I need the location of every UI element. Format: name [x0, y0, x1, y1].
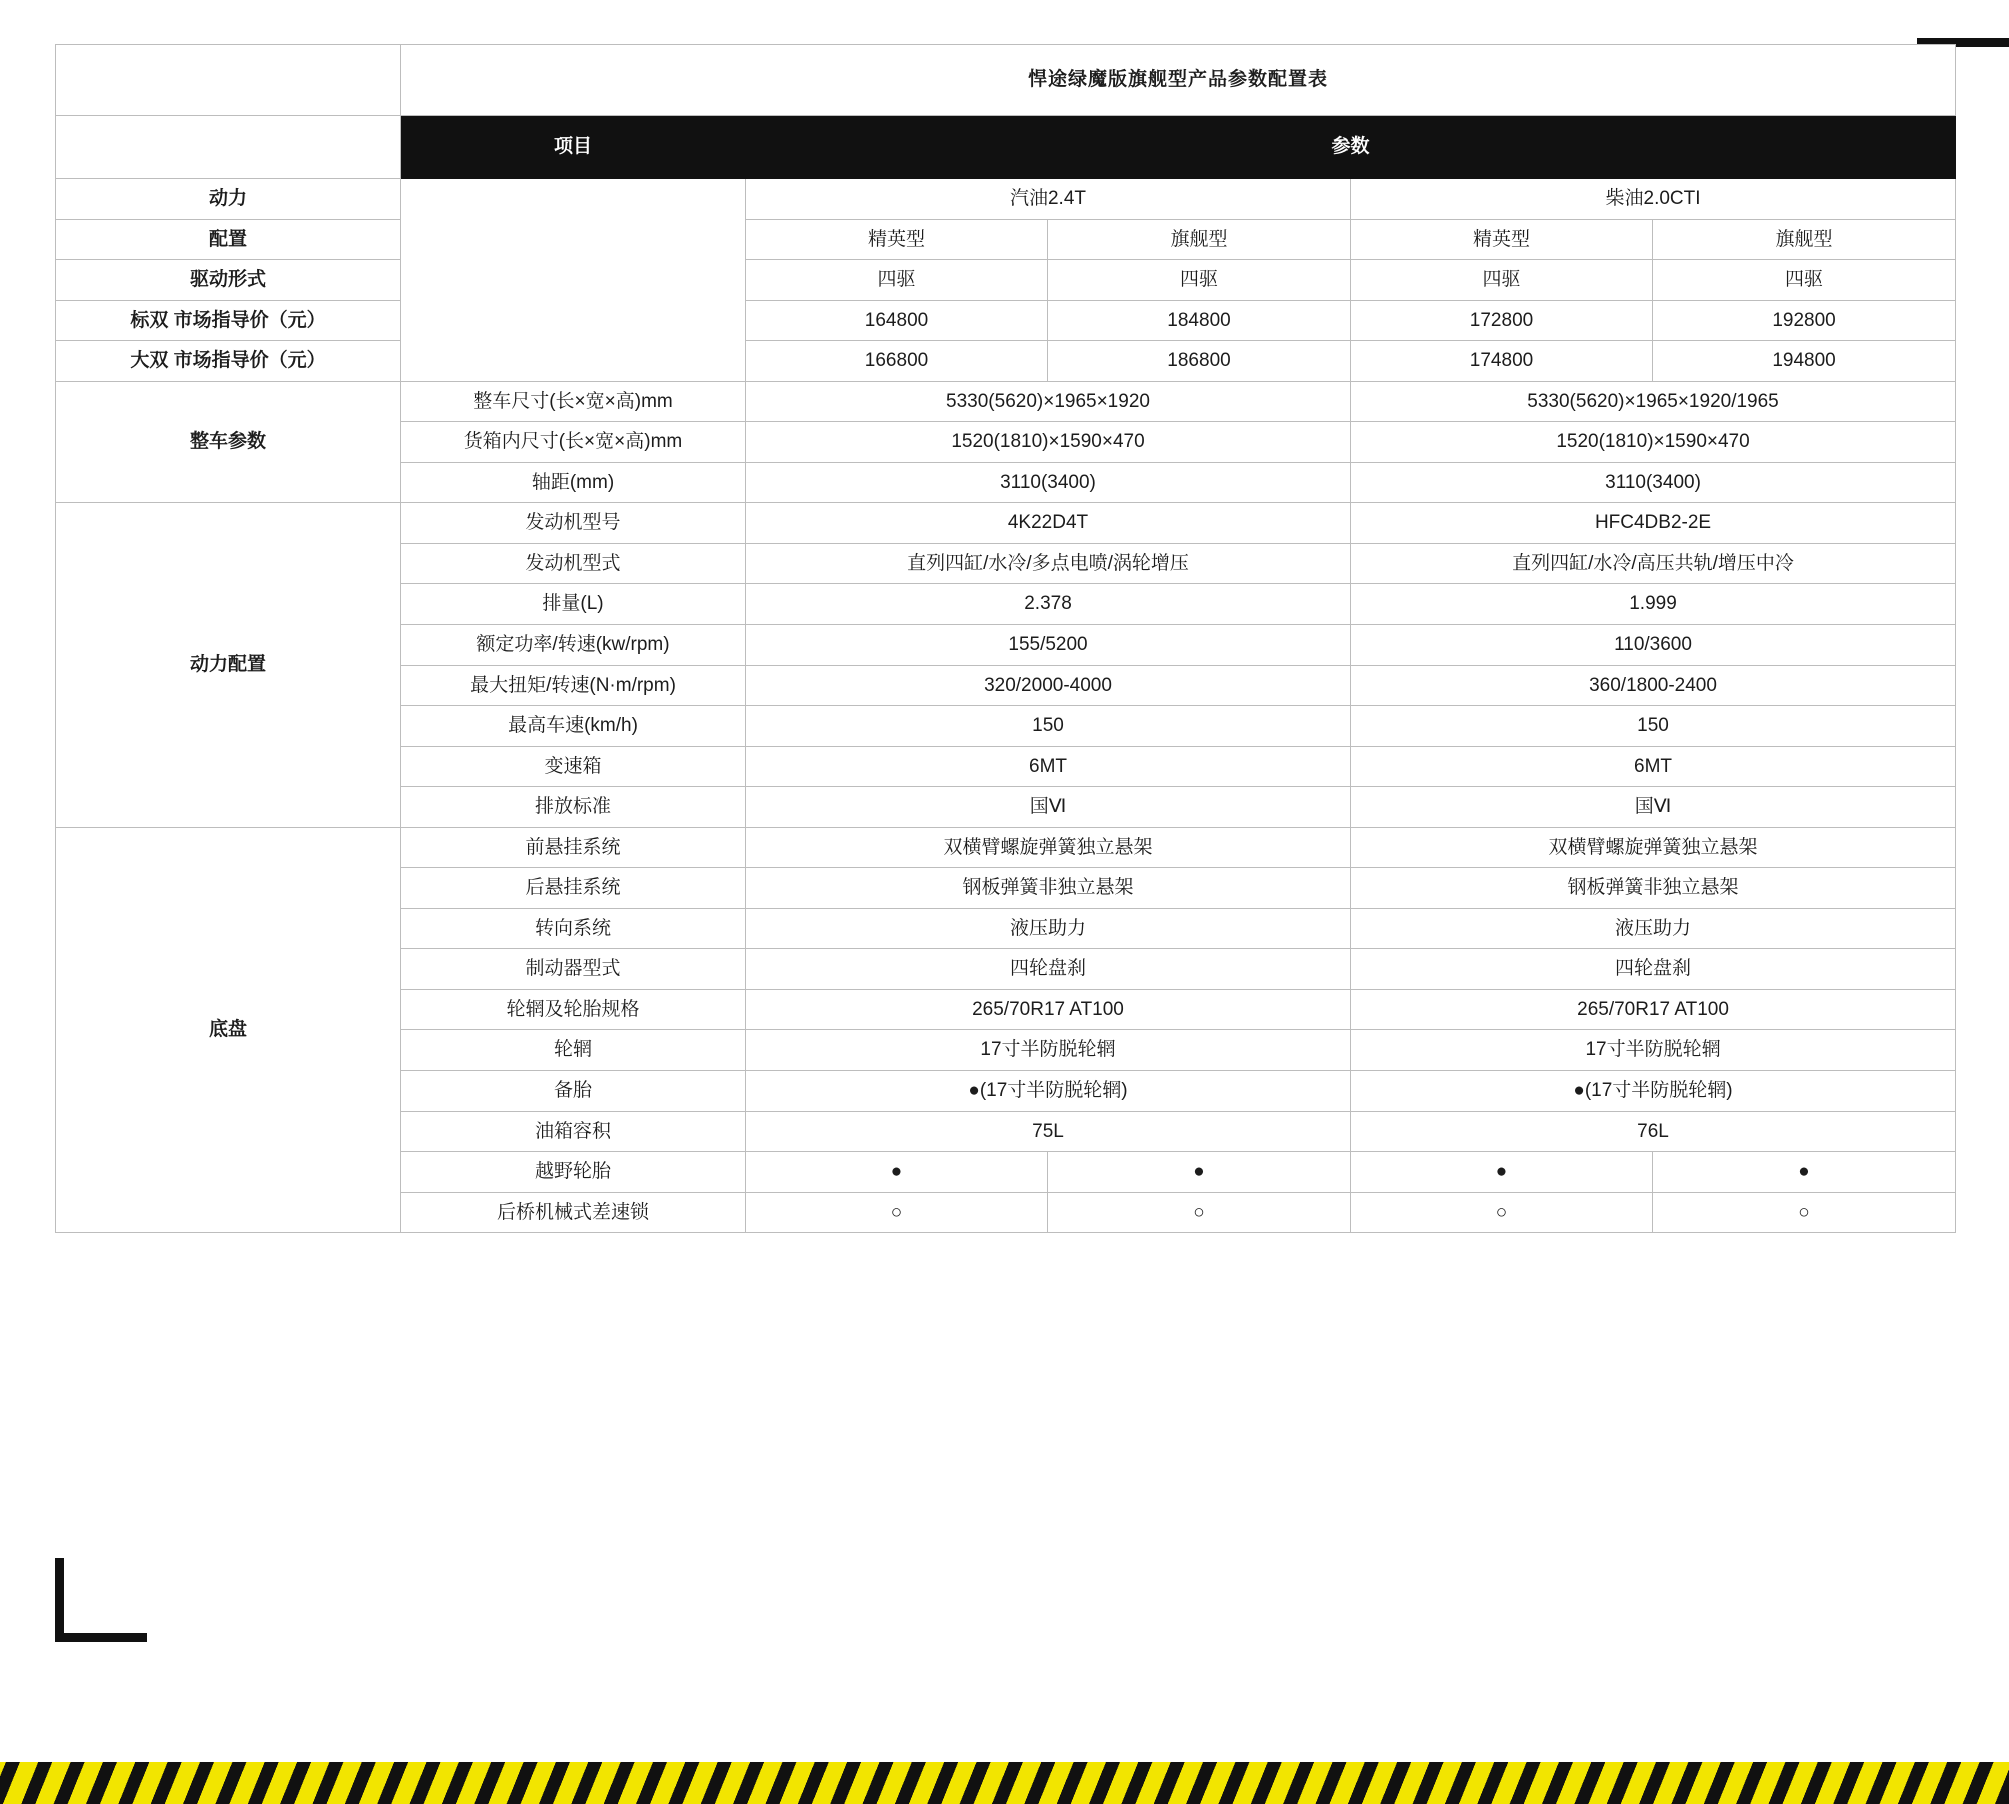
value-fuel-tank-diesel: 76L	[1351, 1111, 1956, 1152]
page-title: 悍途绿魔版旗舰型产品参数配置表	[401, 45, 1956, 116]
value-overall-dimensions-gasoline: 5330(5620)×1965×1920	[746, 381, 1351, 422]
value-wheelbase-gasoline: 3110(3400)	[746, 462, 1351, 503]
table-header-row	[56, 116, 1956, 179]
value-drivetrain-1: 四驱	[746, 260, 1048, 301]
value-rim-gasoline: 17寸半防脱轮辋	[746, 1030, 1351, 1071]
table-row	[56, 341, 1956, 382]
value-rear-suspension-diesel: 钢板弹簧非独立悬架	[1351, 868, 1956, 909]
value-overall-dimensions-diesel: 5330(5620)×1965×1920/1965	[1351, 381, 1956, 422]
header-row-blank	[56, 116, 401, 179]
value-spare-tire-diesel: ●(17寸半防脱轮辋)	[1351, 1071, 1956, 1112]
table-row	[56, 503, 1956, 544]
value-spare-tire-gasoline: ●(17寸半防脱轮辋)	[746, 1071, 1351, 1112]
value-trim-3: 精英型	[1351, 219, 1653, 260]
value-displacement-gasoline: 2.378	[746, 584, 1351, 625]
hazard-stripe-footer	[0, 1762, 2009, 1804]
table-row	[56, 179, 1956, 220]
value-rated-power-gasoline: 155/5200	[746, 625, 1351, 666]
spec-table-container	[55, 44, 1955, 1233]
value-trim-2: 旗舰型	[1048, 219, 1351, 260]
header-param-column: 参数	[746, 116, 1956, 179]
corner-bracket-bottom-left-vertical	[55, 1558, 64, 1642]
value-emission-gasoline: 国Ⅵ	[746, 787, 1351, 828]
value-max-speed-gasoline: 150	[746, 706, 1351, 747]
item-offroad-tire: 越野轮胎	[401, 1152, 746, 1193]
value-drivetrain-2: 四驱	[1048, 260, 1351, 301]
value-transmission-diesel: 6MT	[1351, 746, 1956, 787]
row-label-price-big: 大双 市场指导价（元）	[56, 341, 401, 382]
value-front-suspension-diesel: 双横臂螺旋弹簧独立悬架	[1351, 827, 1956, 868]
value-power-gasoline: 汽油2.4T	[746, 179, 1351, 220]
value-offroad-tire-3: ●	[1351, 1152, 1653, 1193]
value-engine-type-diesel: 直列四缸/水冷/高压共轨/增压中冷	[1351, 543, 1956, 584]
value-rear-diff-lock-3: ○	[1351, 1192, 1653, 1233]
value-drivetrain-4: 四驱	[1653, 260, 1956, 301]
item-rear-diff-lock: 后桥机械式差速锁	[401, 1192, 746, 1233]
table-row	[56, 827, 1956, 868]
value-offroad-tire-4: ●	[1653, 1152, 1956, 1193]
row-label-drivetrain: 驱动形式	[56, 260, 401, 301]
table-row	[56, 260, 1956, 301]
item-steering: 转向系统	[401, 908, 746, 949]
value-steering-gasoline: 液压助力	[746, 908, 1351, 949]
title-row-blank	[56, 45, 401, 116]
value-rear-suspension-gasoline: 钢板弹簧非独立悬架	[746, 868, 1351, 909]
value-max-torque-gasoline: 320/2000-4000	[746, 665, 1351, 706]
top-left-merged-blank	[401, 179, 746, 382]
value-engine-model-diesel: HFC4DB2-2E	[1351, 503, 1956, 544]
item-engine-type: 发动机型式	[401, 543, 746, 584]
value-price-big-1: 166800	[746, 341, 1048, 382]
item-cargo-box-dimensions: 货箱内尺寸(长×宽×高)mm	[401, 422, 746, 463]
value-price-standard-2: 184800	[1048, 300, 1351, 341]
value-price-standard-4: 192800	[1653, 300, 1956, 341]
value-wheel-tire-spec-gasoline: 265/70R17 AT100	[746, 989, 1351, 1030]
value-rim-diesel: 17寸半防脱轮辋	[1351, 1030, 1956, 1071]
value-rear-diff-lock-2: ○	[1048, 1192, 1351, 1233]
value-wheelbase-diesel: 3110(3400)	[1351, 462, 1956, 503]
value-price-big-4: 194800	[1653, 341, 1956, 382]
value-brake-type-gasoline: 四轮盘刹	[746, 949, 1351, 990]
corner-bracket-bottom-left-horizontal	[55, 1633, 147, 1642]
item-transmission: 变速箱	[401, 746, 746, 787]
value-rear-diff-lock-4: ○	[1653, 1192, 1956, 1233]
value-engine-model-gasoline: 4K22D4T	[746, 503, 1351, 544]
item-rear-suspension: 后悬挂系统	[401, 868, 746, 909]
value-trim-4: 旗舰型	[1653, 219, 1956, 260]
value-price-standard-3: 172800	[1351, 300, 1653, 341]
section-label-chassis: 底盘	[56, 827, 401, 1232]
value-steering-diesel: 液压助力	[1351, 908, 1956, 949]
table-row	[56, 219, 1956, 260]
item-front-suspension: 前悬挂系统	[401, 827, 746, 868]
value-price-big-3: 174800	[1351, 341, 1653, 382]
table-row	[56, 300, 1956, 341]
value-emission-diesel: 国Ⅵ	[1351, 787, 1956, 828]
value-power-diesel: 柴油2.0CTI	[1351, 179, 1956, 220]
value-wheel-tire-spec-diesel: 265/70R17 AT100	[1351, 989, 1956, 1030]
header-item-column: 项目	[401, 116, 746, 179]
value-cargo-box-diesel: 1520(1810)×1590×470	[1351, 422, 1956, 463]
value-displacement-diesel: 1.999	[1351, 584, 1956, 625]
item-max-torque: 最大扭矩/转速(N·m/rpm)	[401, 665, 746, 706]
row-label-price-standard: 标双 市场指导价（元）	[56, 300, 401, 341]
item-emission-standard: 排放标准	[401, 787, 746, 828]
value-max-torque-diesel: 360/1800-2400	[1351, 665, 1956, 706]
item-spare-tire: 备胎	[401, 1071, 746, 1112]
value-front-suspension-gasoline: 双横臂螺旋弹簧独立悬架	[746, 827, 1351, 868]
item-wheelbase: 轴距(mm)	[401, 462, 746, 503]
value-engine-type-gasoline: 直列四缸/水冷/多点电喷/涡轮增压	[746, 543, 1351, 584]
item-brake-type: 制动器型式	[401, 949, 746, 990]
table-title-row	[56, 45, 1956, 116]
value-trim-1: 精英型	[746, 219, 1048, 260]
item-engine-model: 发动机型号	[401, 503, 746, 544]
item-wheel-tire-spec: 轮辋及轮胎规格	[401, 989, 746, 1030]
item-fuel-tank-capacity: 油箱容积	[401, 1111, 746, 1152]
row-label-power-type: 动力	[56, 179, 401, 220]
value-transmission-gasoline: 6MT	[746, 746, 1351, 787]
item-rated-power: 额定功率/转速(kw/rpm)	[401, 625, 746, 666]
value-rated-power-diesel: 110/3600	[1351, 625, 1956, 666]
item-overall-dimensions: 整车尺寸(长×宽×高)mm	[401, 381, 746, 422]
item-max-speed: 最高车速(km/h)	[401, 706, 746, 747]
section-label-powertrain: 动力配置	[56, 503, 401, 827]
value-price-standard-1: 164800	[746, 300, 1048, 341]
value-offroad-tire-2: ●	[1048, 1152, 1351, 1193]
value-rear-diff-lock-1: ○	[746, 1192, 1048, 1233]
section-label-vehicle-params: 整车参数	[56, 381, 401, 503]
row-label-trim: 配置	[56, 219, 401, 260]
item-rim: 轮辋	[401, 1030, 746, 1071]
value-max-speed-diesel: 150	[1351, 706, 1956, 747]
value-brake-type-diesel: 四轮盘刹	[1351, 949, 1956, 990]
table-row	[56, 381, 1956, 422]
item-displacement: 排量(L)	[401, 584, 746, 625]
value-cargo-box-gasoline: 1520(1810)×1590×470	[746, 422, 1351, 463]
value-offroad-tire-1: ●	[746, 1152, 1048, 1193]
value-fuel-tank-gasoline: 75L	[746, 1111, 1351, 1152]
value-drivetrain-3: 四驱	[1351, 260, 1653, 301]
spec-table	[55, 44, 1956, 1233]
value-price-big-2: 186800	[1048, 341, 1351, 382]
